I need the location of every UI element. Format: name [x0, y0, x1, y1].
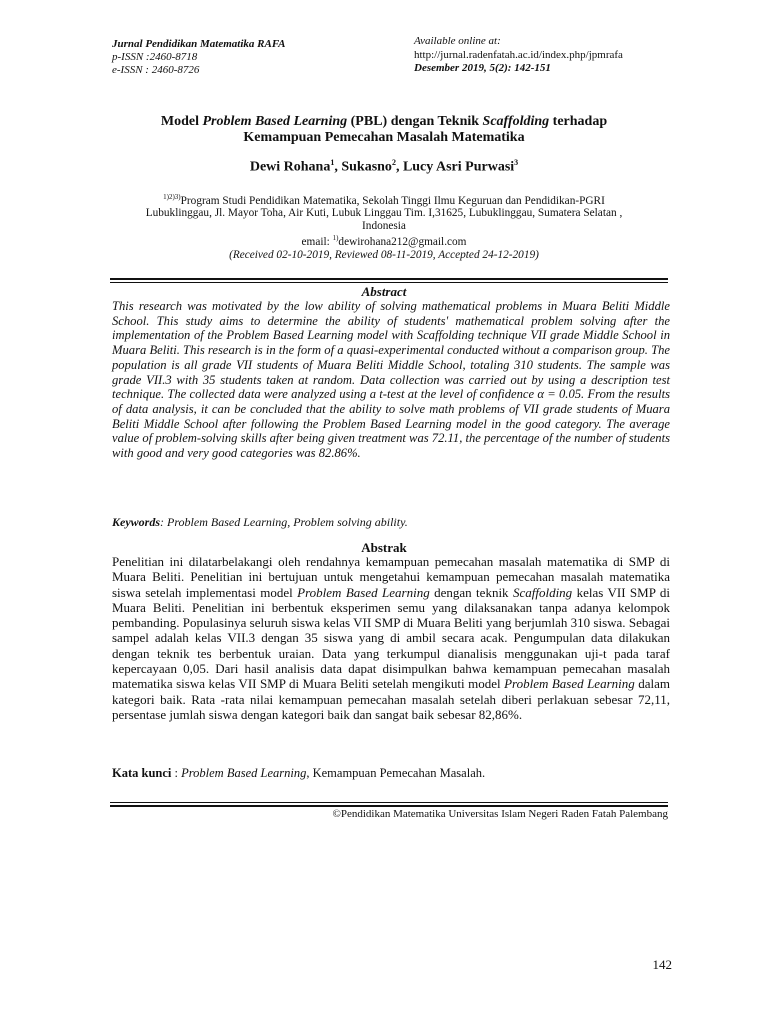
copyright: ©Pendidikan Matematika Universitas Islam Negeri Raden Fatah Palembang: [332, 808, 668, 820]
affiliation: [108, 191, 660, 261]
author-name: Dewi Rohana: [249, 159, 331, 175]
kata-kunci: [112, 766, 485, 781]
journal-url[interactable]: http://jurnal.radenfatah.ac.id/index.php/jpmrafa: [414, 48, 623, 61]
author-sup: 2: [391, 158, 396, 167]
affiliation-sup: 1)2)3): [163, 193, 181, 201]
abstract-heading: Abstract: [361, 284, 407, 299]
authors: [100, 158, 668, 176]
author-name: , Sukasno: [334, 159, 392, 175]
affiliation-text: Program Studi Pendidikan Matematika, Sekolah Tinggi Ilmu Keguruan dan Pendidikan-PGRI: [180, 194, 605, 207]
abstrak-italic: Problem Based Learning: [297, 584, 430, 600]
abstrak-text: dengan teknik: [429, 584, 513, 600]
keywords-text: : Problem Based Learning, Problem solving ability.: [160, 515, 408, 529]
journal-info: [112, 38, 286, 77]
keywords-label: Keywords: [112, 515, 160, 529]
submission-dates: (Received 02-10-2019, Reviewed 08-11-2019, Accepted 24-12-2019): [229, 248, 539, 261]
page-number: 142: [652, 957, 672, 972]
affiliation-line-2: Lubuklinggau, Jl. Mayor Toha, Air Kuti, Lubuk Linggau Tim. I,31625, Lubuklinggau, Sumatera Selatan ,: [145, 207, 623, 220]
author-sup: 1: [330, 158, 335, 167]
email-address[interactable]: dewirohana212@gmail.com: [338, 236, 467, 249]
abstrak-text: Penelitian ini dilatarbelakangi oleh rendahnya kemampuan pemecahan masalah matematika di SMP di Muara Beliti. Penelitian ini bertujuan untuk mengetahui kemampuan pemecahan masalah matematika siswa setelah implementasi model: [112, 554, 670, 600]
title-text: terhadap: [549, 114, 608, 129]
author-name: , Lucy Asri Purwasi: [395, 159, 515, 175]
kata-kunci-sep: :: [171, 766, 182, 780]
divider-bottom-thick: [110, 805, 668, 807]
divider-top-thin: [110, 282, 668, 283]
keywords-english: [112, 515, 408, 530]
title-text: (PBL) dengan Teknik: [347, 114, 483, 129]
abstrak-italic: Scaffolding: [512, 584, 573, 600]
abstrak-italic: Problem Based Learning: [504, 676, 635, 692]
title-italic-pbl: Problem Based Learning: [202, 114, 348, 129]
title-line-2: Kemampuan Pemecahan Masalah Matematika: [243, 130, 525, 145]
p-issn: p-ISSN :2460-8718: [112, 51, 198, 63]
title-italic-scaffolding: Scaffolding: [482, 114, 550, 129]
journal-availability: [414, 35, 623, 76]
paper-title: [100, 114, 668, 146]
available-online-label: Available online at:: [414, 35, 501, 47]
abstrak-text: dalam kategori baik. Rata -rata nilai kemampuan pemecahan masalah setelah diberi perlakuan sebesar 72,11, persentase jumlah siswa dengan kategori baik dan sangat baik sebesar 82,86%.: [112, 676, 670, 722]
abstrak-text: kelas VII SMP di Muara Beliti. Penelitian ini berbentuk eksperimen semu yang dilaksanakan tanpa adanya kelompok pembanding. Populasinya seluruh siswa kelas VII SMP di Muara Beliti yang berjumlah 310 siswa. Sebagai sampel adalah kelas VII.3 dengan 35 siswa yang di ambil secara acak. Pengumpulan data dilakukan dengan teknik tes berbentuk uraian. Data yang terkumpul dianalisis menggunakan uji-t pada taraf kepercayaan 0,05. Dari hasil analisis data dapat disimpulkan bahwa kemampuan pemecahan masalah matematika siswa kelas VII SMP di Muara Beliti setelah mengikuti model: [112, 584, 670, 692]
email-line: [108, 232, 660, 248]
email-sup: 1): [332, 234, 339, 243]
issue-info: Desember 2019, 5(2): 142-151: [414, 62, 551, 74]
author-sup: 3: [514, 158, 519, 167]
abstract-english: This research was motivated by the low ability of solving mathematical problems in Muara Beliti Middle School. This study aims to determine the ability of students' mathematical problem solving after the implementation of the Problem Based Learning model with Scaffolding technique VII grade Middle School in Muara Beliti. This research is in the form of a quasi-experimental conducted without a comparison group. The population is all grade VII students of Muara Beliti Middle School, totaling 310 students. The sample was grade VII.3 with 35 students taken at random. Data collection was carried out by using a description test technique. The collected data were analyzed using a t-test at the level of confidence α = 0.05. From the results of data analysis, it can be concluded that the ability to solve math problems of VII grade students of Muara Beliti Middle School after following the Problem Based Learning model in the good category. The average value of problem-solving skills after being given treatment was 72.11, the percentage of the number of students with good and very good categories was 82.86%.: [112, 299, 670, 461]
divider-top-thick: [110, 278, 668, 280]
email-label: email:: [301, 236, 333, 249]
title-text: Model: [160, 114, 203, 129]
divider-bottom-thin: [110, 802, 668, 803]
kata-kunci-italic: Problem Based Learning: [181, 766, 307, 780]
kata-kunci-text: , Kemampuan Pemecahan Masalah.: [306, 766, 486, 780]
journal-name: Jurnal Pendidikan Matematika RAFA: [112, 38, 286, 50]
affiliation-line-3: Indonesia: [362, 219, 406, 232]
kata-kunci-label: Kata kunci: [112, 766, 172, 780]
abstract-indonesian: [112, 554, 670, 722]
affiliation-line-1: [108, 191, 660, 207]
e-issn: e-ISSN : 2460-8726: [112, 64, 200, 76]
abstrak-heading: Abstrak: [361, 540, 407, 555]
title-line-1: [100, 114, 668, 130]
